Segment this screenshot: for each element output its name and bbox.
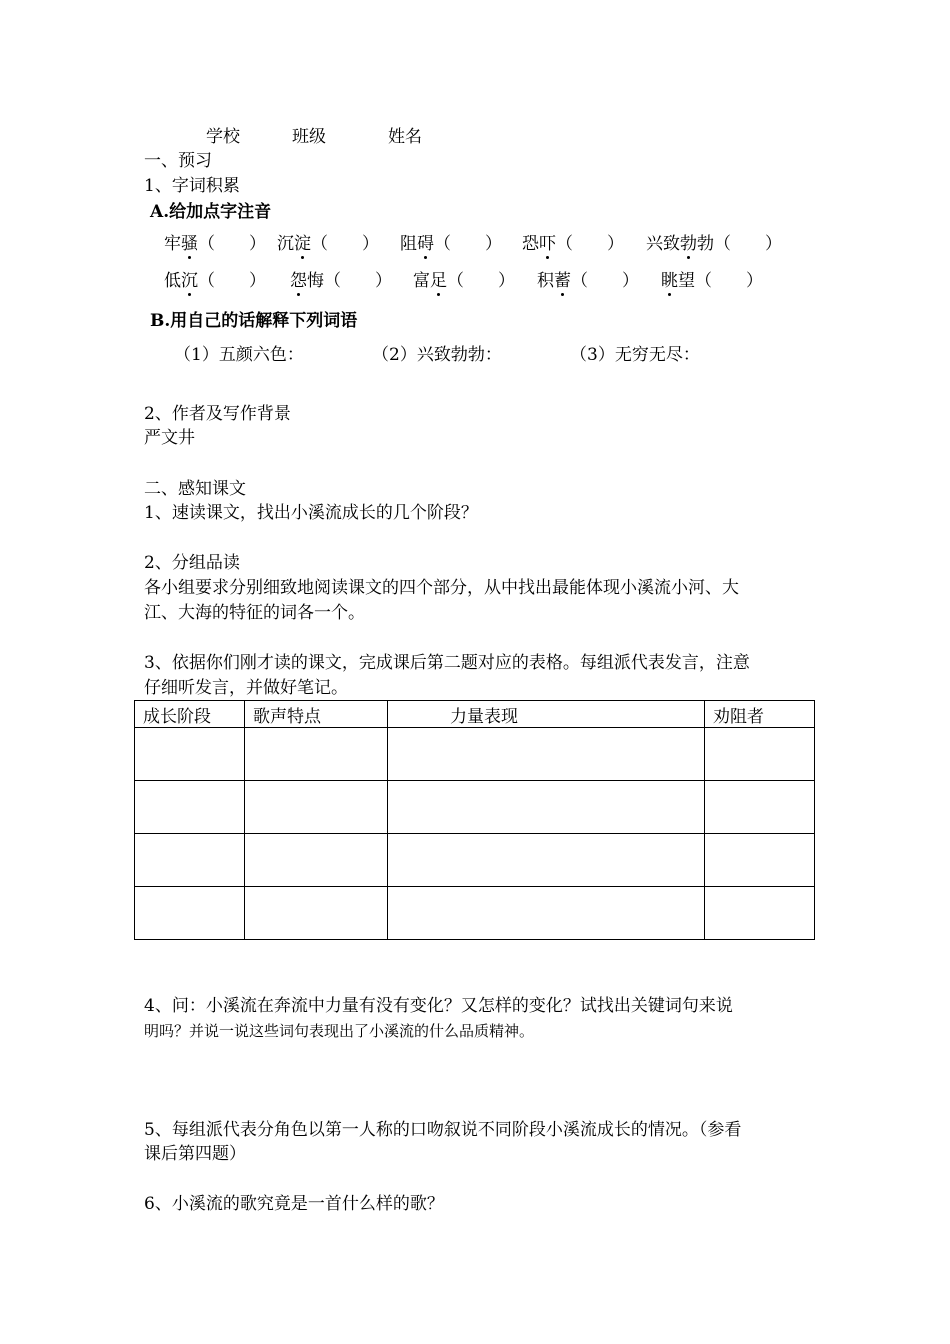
answer-blank: （ ）: [447, 271, 515, 291]
question-5: 5、每组派代表分角色以第一人称的口吻叙说不同阶段小溪流成长的情况。（参看: [144, 1120, 742, 1140]
answer-blank: （ ）: [556, 234, 624, 254]
question-1: 1、速读课文，找出小溪流成长的几个阶段？: [144, 503, 478, 523]
section-1-title: 一、预习: [144, 151, 212, 171]
table-row: [135, 834, 815, 887]
table-cell[interactable]: [705, 887, 815, 940]
answer-blank: （ ）: [198, 271, 266, 291]
table-cell[interactable]: [135, 887, 245, 940]
pinyin-item: 兴致勃 勃（ ）: [646, 233, 782, 255]
pinyin-item: 眺 望（ ）: [661, 270, 763, 292]
term-item: （3）无穷无尽：: [570, 345, 700, 365]
part-a-title: A.给加点字注音: [150, 202, 272, 222]
question-3-text: 仔细听发言，并做好笔记。: [144, 678, 348, 698]
author-name: 严文井: [144, 428, 195, 448]
question-2: 2、分组品读: [144, 553, 240, 573]
sub-author-title: 2、作者及写作背景: [144, 404, 291, 424]
pinyin-item: 阻碍 （ ）: [400, 233, 502, 255]
pinyin-item: 富足 （ ）: [413, 270, 515, 292]
table-cell[interactable]: [245, 887, 388, 940]
question-2-text: 江、大海的特征的词各一个。: [144, 603, 365, 623]
answer-blank: （ ）: [695, 271, 763, 291]
table-cell[interactable]: [245, 834, 388, 887]
table-header-row: [135, 701, 815, 728]
question-4-text: 明吗？并说一说这些词句表现出了小溪流的什么品质精神。: [144, 1022, 535, 1040]
table-row: [135, 887, 815, 940]
growth-stage-table: [134, 700, 815, 940]
answer-blank: （ ）: [714, 234, 782, 254]
table-header-dissuader: 劝阻者: [705, 701, 815, 728]
pinyin-item: 牢骚 （ ）: [164, 233, 266, 255]
table-cell[interactable]: [388, 728, 705, 781]
answer-blank: （ ）: [571, 271, 639, 291]
pinyin-item: 积蓄 （ ）: [537, 270, 639, 292]
table-cell[interactable]: [388, 834, 705, 887]
answer-blank: （ ）: [434, 234, 502, 254]
table-header-song: 歌声特点: [245, 701, 388, 728]
term-item: （1）五颜六色：: [174, 345, 304, 365]
table-header-stage: 成长阶段: [135, 701, 245, 728]
question-5-text: 课后第四题）: [144, 1144, 246, 1164]
pinyin-item: 低沉 （ ）: [164, 270, 266, 292]
part-b-title: B.用自己的话解释下列词语: [150, 311, 358, 331]
table-row: [135, 728, 815, 781]
question-4: 4、问：小溪流在奔流中力量有没有变化？又怎样的变化？试找出关键词句来说: [144, 996, 733, 1016]
table-row: [135, 781, 815, 834]
name-label: 姓名: [388, 127, 422, 147]
answer-blank: （ ）: [198, 234, 266, 254]
table-cell[interactable]: [388, 781, 705, 834]
pinyin-item: 沉淀 （ ）: [277, 233, 379, 255]
table-cell[interactable]: [245, 728, 388, 781]
table-cell[interactable]: [135, 834, 245, 887]
question-3: 3、依据你们刚才读的课文，完成课后第二题对应的表格。每组派代表发言，注意: [144, 653, 750, 673]
table-header-power: 力量表现: [388, 701, 705, 728]
pinyin-item: 恐吓 （ ）: [522, 233, 624, 255]
table-cell[interactable]: [135, 781, 245, 834]
class-label: 班级: [292, 127, 326, 147]
term-item: （2）兴致勃勃：: [372, 345, 502, 365]
school-label: 学校: [206, 127, 240, 147]
table-cell[interactable]: [705, 728, 815, 781]
table-cell[interactable]: [705, 781, 815, 834]
section-2-title: 二、感知课文: [144, 479, 246, 499]
question-2-text: 各小组要求分别细致地阅读课文的四个部分，从中找出最能体现小溪流小河、大: [144, 578, 739, 598]
table-cell[interactable]: [135, 728, 245, 781]
question-6: 6、小溪流的歌究竟是一首什么样的歌？: [144, 1194, 444, 1214]
table-cell[interactable]: [705, 834, 815, 887]
sub-vocabulary-title: 1、字词积累: [144, 176, 240, 196]
pinyin-item: 怨 悔（ ）: [290, 270, 392, 292]
table-cell[interactable]: [245, 781, 388, 834]
answer-blank: （ ）: [324, 271, 392, 291]
table-cell[interactable]: [388, 887, 705, 940]
answer-blank: （ ）: [311, 234, 379, 254]
